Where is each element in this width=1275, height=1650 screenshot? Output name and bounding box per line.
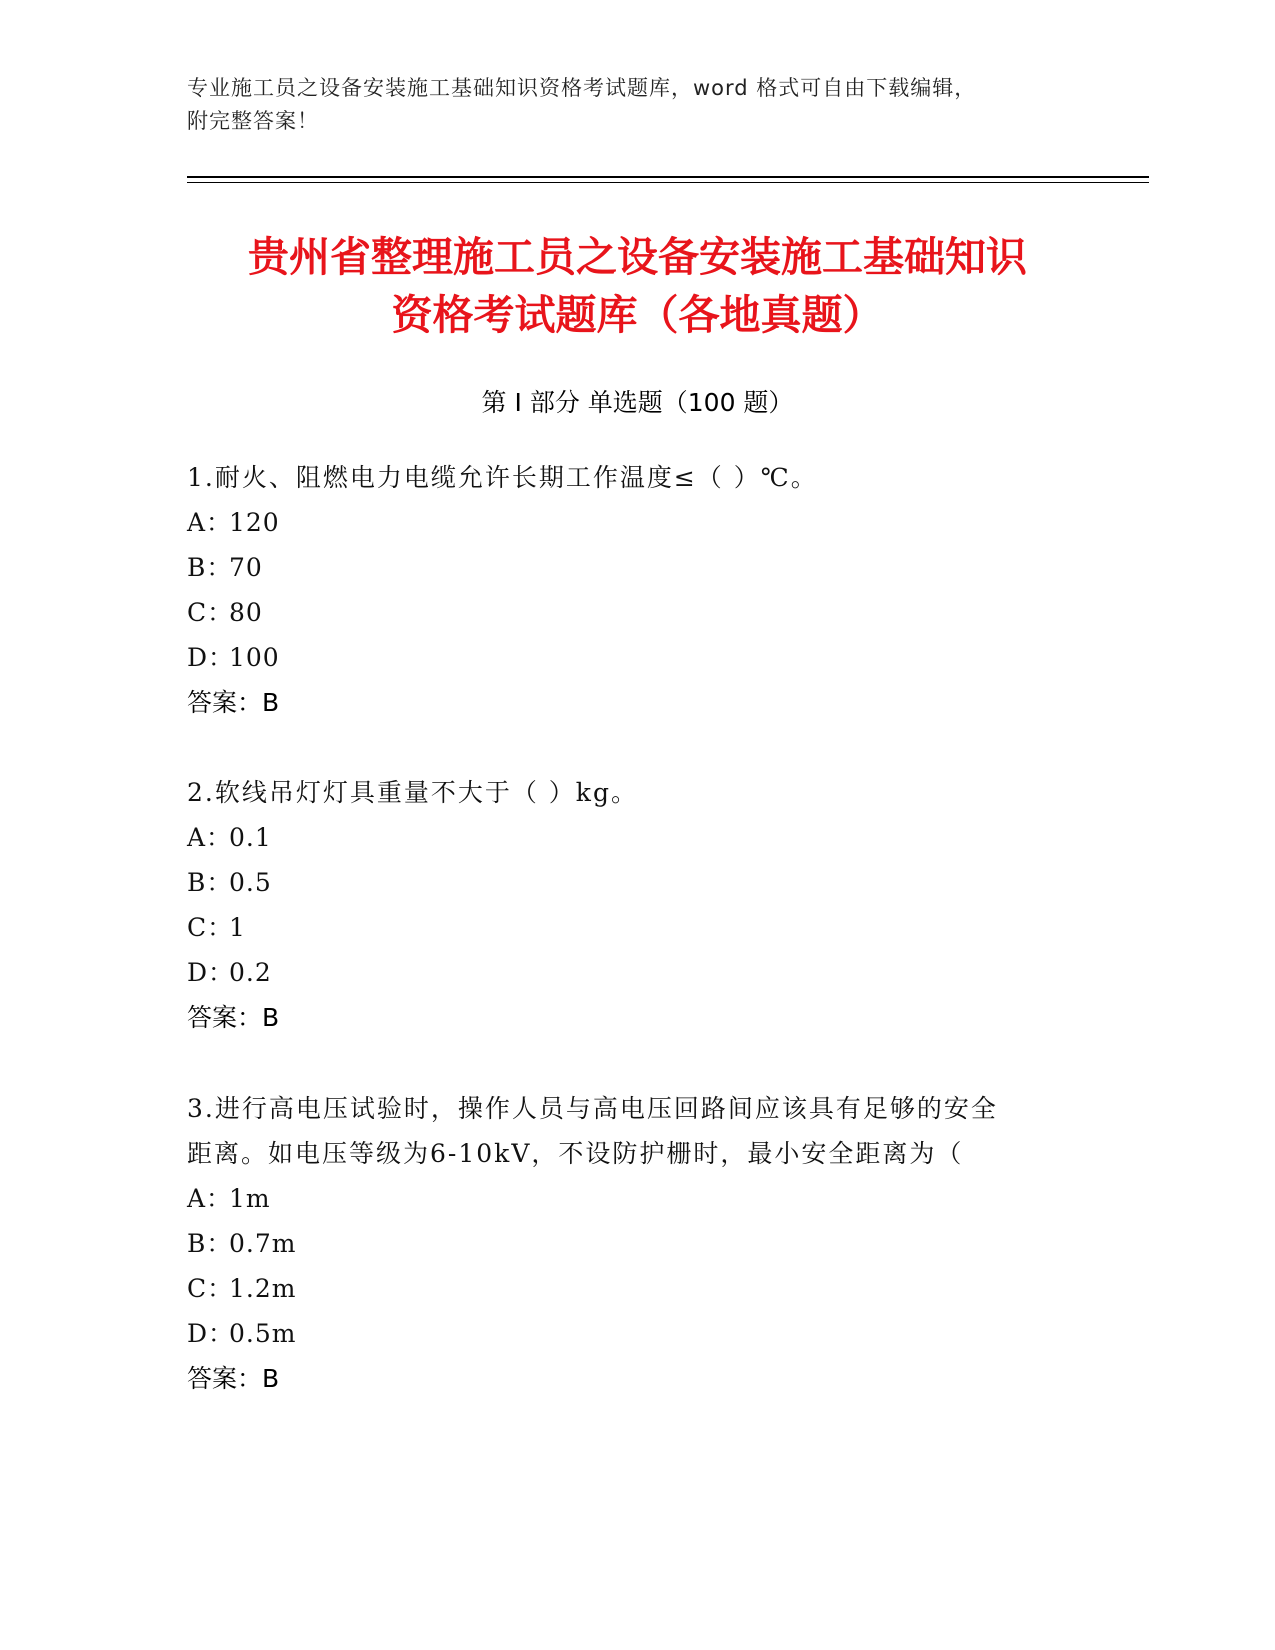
option-b [187,860,1087,905]
option-key: C： [187,598,234,627]
option-text: 0.2 [229,958,272,987]
option-key: A： [187,1184,233,1213]
question-stem-line-2: 距离。如电压等级为6-10kV，不设防护栅时，最小安全距离为（ [187,1139,964,1168]
option-c [187,905,1087,950]
document-title [150,228,1125,344]
option-a [187,1176,1087,1221]
question-2 [187,770,1087,1040]
option-c [187,1266,1087,1311]
option-text: 0.5 [229,868,272,897]
option-d [187,1311,1087,1356]
option-text: 1 [229,913,246,942]
option-key: D： [187,643,235,672]
option-text: 0.7m [229,1229,297,1258]
header-note [187,72,1087,138]
option-text: 1m [229,1184,271,1213]
option-d [187,635,1087,680]
option-b [187,545,1087,590]
header-note-line-2: 附完整答案！ [187,109,319,133]
option-text: 120 [229,508,280,537]
option-text: 100 [229,643,280,672]
option-a [187,815,1087,860]
header-divider-thick [187,176,1149,178]
answer-line: 答案：B [187,1003,280,1032]
document-title-line-1: 贵州省整理施工员之设备安装施工基础知识 [248,233,1027,281]
header-divider-thin [187,182,1149,183]
option-a [187,500,1087,545]
document-title-line-2: 资格考试题库（各地真题） [391,291,884,339]
option-b [187,1221,1087,1266]
header-note-line-1: 专业施工员之设备安装施工基础知识资格考试题库，word 格式可自由下载编辑， [187,76,977,100]
option-key: D： [187,958,235,987]
option-text: 70 [229,553,263,582]
option-key: D： [187,1319,235,1348]
question-3 [187,1086,1087,1401]
question-stem: 1.耐火、阻燃电力电缆允许长期工作温度≤（ ）℃。 [187,463,818,492]
option-c [187,590,1087,635]
option-key: B： [187,553,233,582]
option-text: 0.1 [229,823,272,852]
option-key: B： [187,868,233,897]
option-text: 1.2m [229,1274,297,1303]
option-key: A： [187,823,233,852]
section-heading: 第 I 部分 单选题（100 题） [481,388,794,417]
option-d [187,950,1087,995]
question-1 [187,455,1087,725]
option-key: B： [187,1229,233,1258]
answer-line: 答案：B [187,1364,280,1393]
question-stem: 2.软线吊灯灯具重量不大于（ ）kg。 [187,778,638,807]
option-key: A： [187,508,233,537]
question-stem-line-1: 3.进行高电压试验时，操作人员与高电压回路间应该具有足够的安全 [187,1094,998,1123]
option-key: C： [187,1274,234,1303]
option-key: C： [187,913,234,942]
option-text: 80 [229,598,263,627]
option-text: 0.5m [229,1319,297,1348]
answer-line: 答案：B [187,688,280,717]
